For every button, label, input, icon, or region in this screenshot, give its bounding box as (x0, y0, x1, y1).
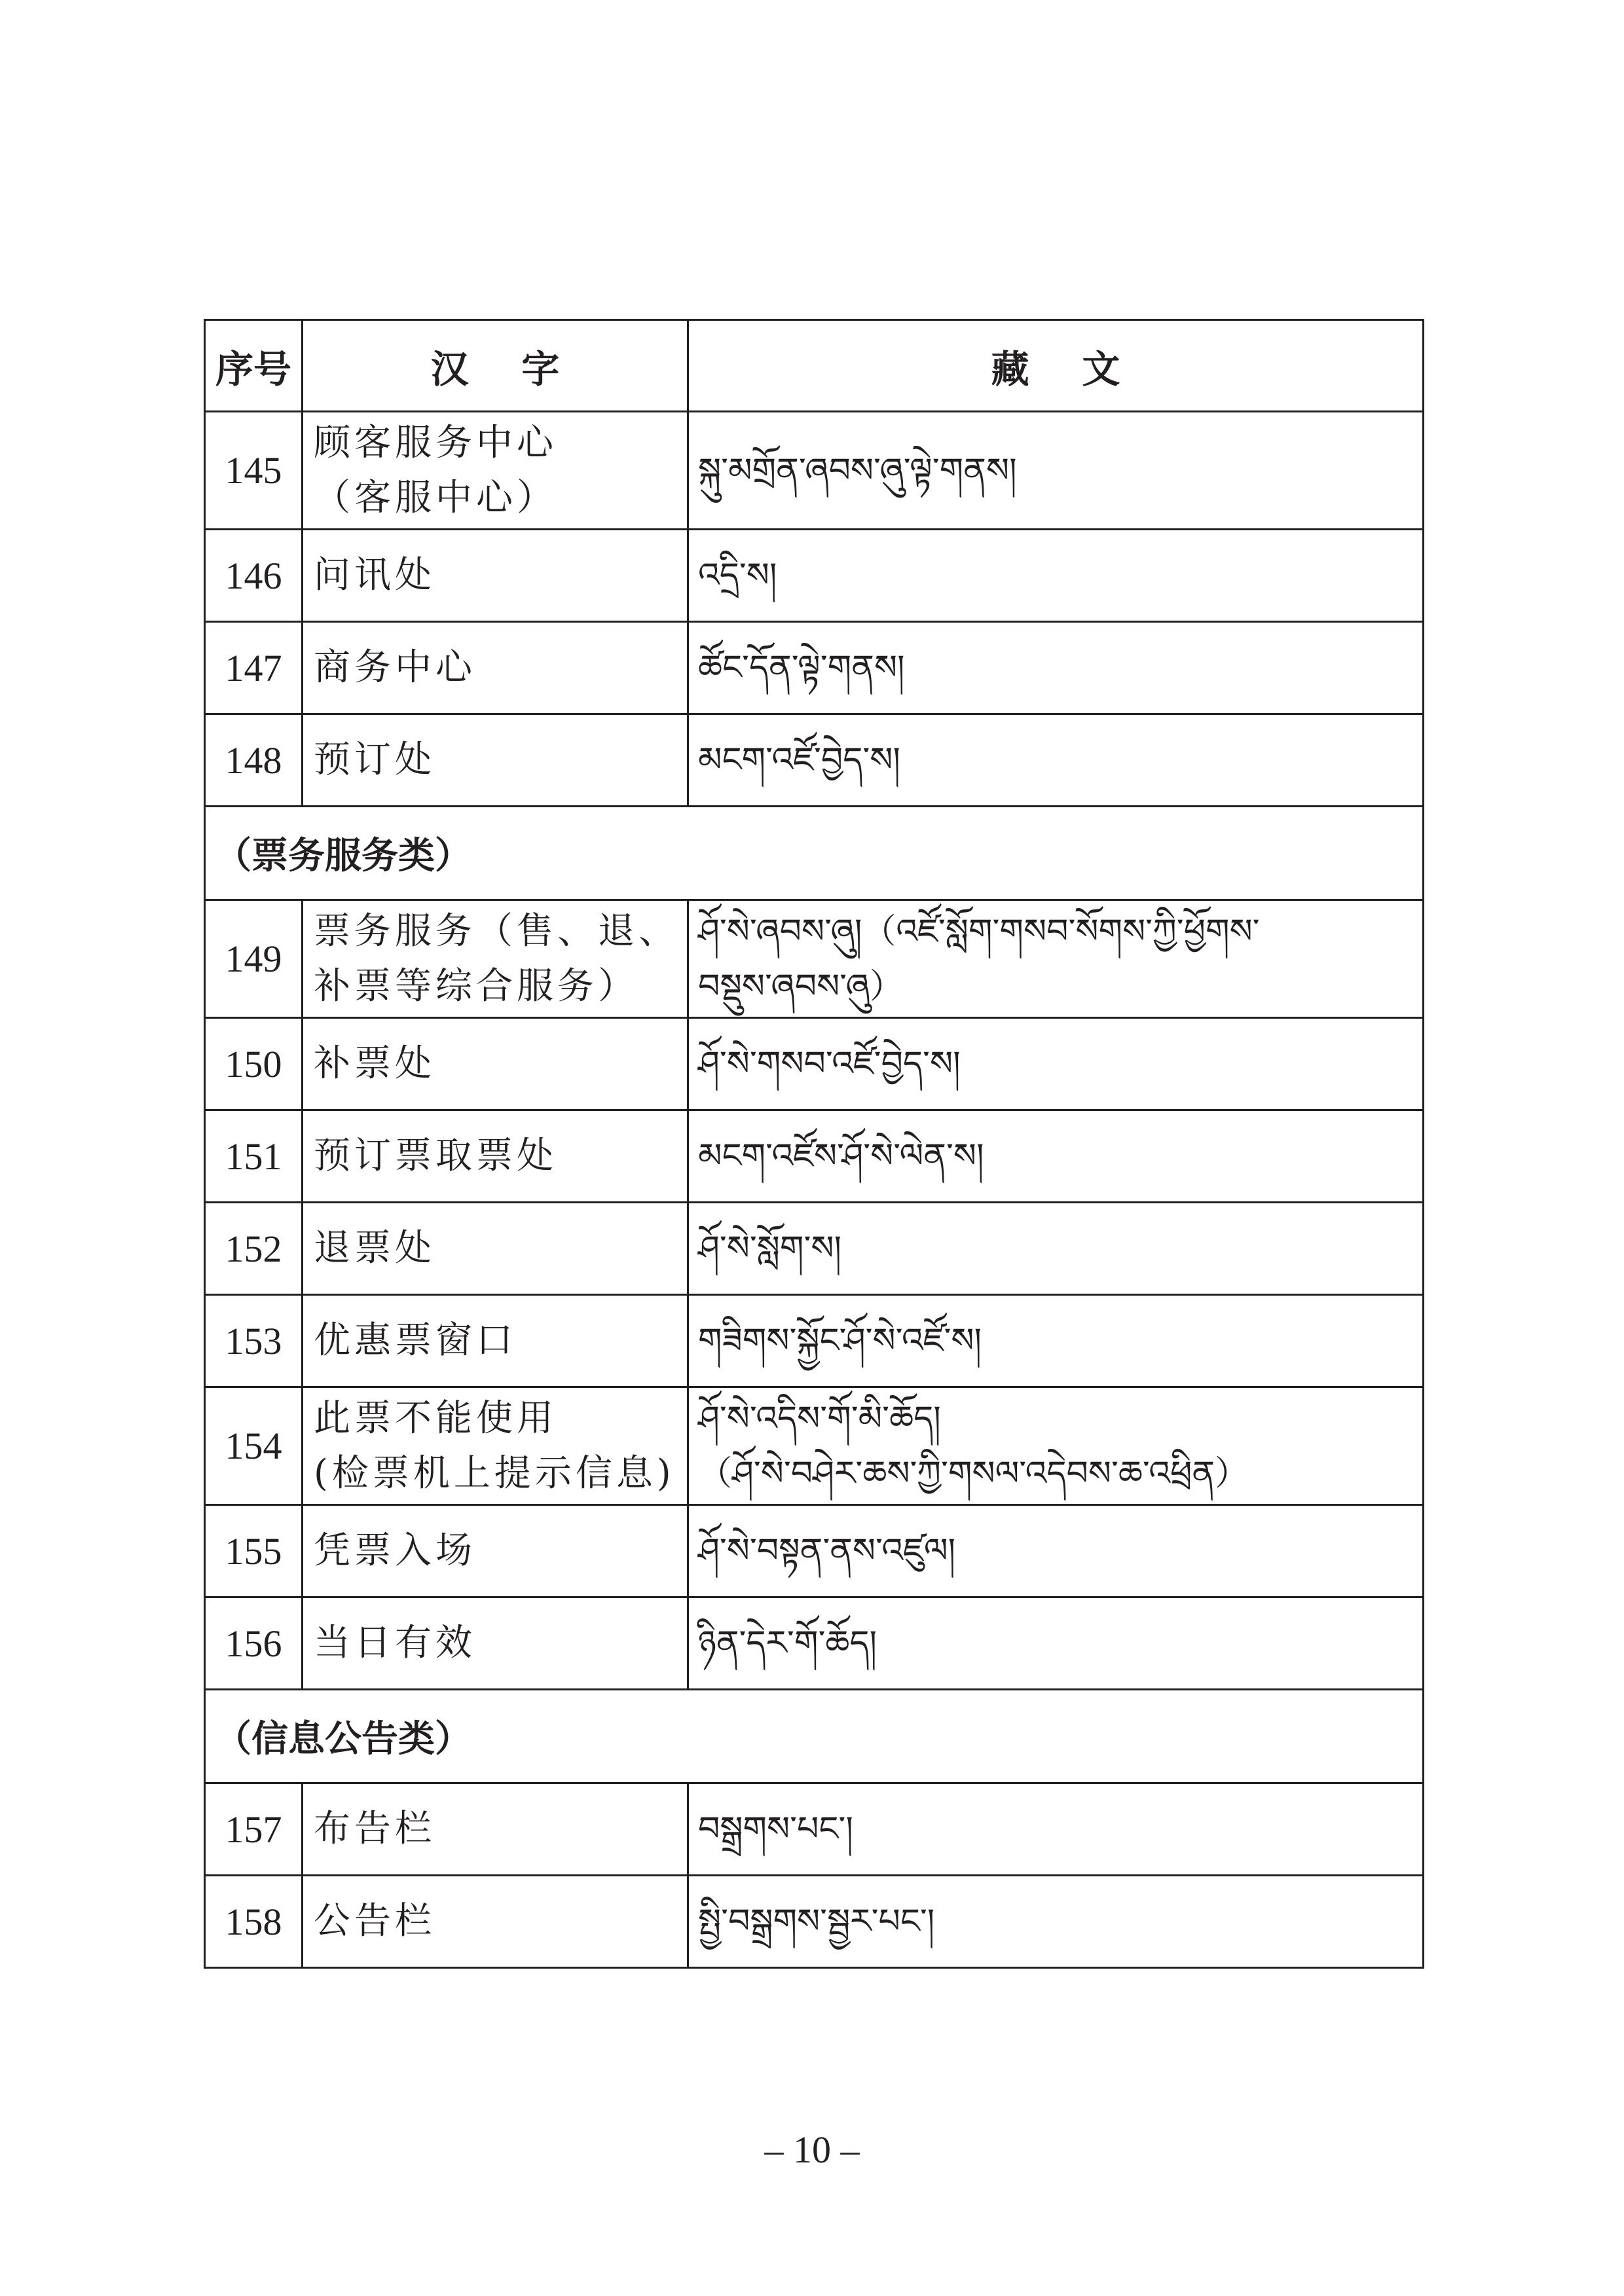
entry-chinese: 预订票取票处 (303, 1110, 688, 1203)
entry-chinese: 顾客服务中心 （客服中心） (303, 412, 688, 530)
table-row (205, 1783, 1424, 1876)
entry-tibetan: མངག་འཛོས་ཤོ་སེ་ལེན་ས། (688, 1110, 1424, 1203)
entry-chinese: 问讯处 (303, 530, 688, 622)
entry-number: 149 (205, 900, 303, 1018)
table-row (205, 1876, 1424, 1968)
entry-tibetan: སྐུ་མགྲོན་ཞབས་ཞུ་ལྟེ་གནས། (688, 412, 1424, 530)
entry-tibetan: སྤྱི་བསྒྲགས་སྦྱར་པང་། (688, 1876, 1424, 1968)
header-tibetan: 藏 文 (688, 320, 1424, 412)
table-row (205, 1295, 1424, 1387)
entry-tibetan: འདྲི་ས། (688, 530, 1424, 622)
entry-chinese: 优惠票窗口 (303, 1295, 688, 1387)
entry-tibetan: ཤོ་སེ་བསྟན་ནས་འཛུལ། (688, 1505, 1424, 1597)
entry-chinese: 补票处 (303, 1018, 688, 1110)
entry-tibetan: མངག་འཛོ་བྱེད་ས། (688, 714, 1424, 807)
entry-number: 146 (205, 530, 303, 622)
entry-number: 153 (205, 1295, 303, 1387)
table-body (205, 412, 1424, 1968)
entry-tibetan: ཉིན་དེར་གོ་ཆོད། (688, 1597, 1424, 1690)
table-row (205, 530, 1424, 622)
entry-number: 150 (205, 1018, 303, 1110)
entry-chinese: 预订处 (303, 714, 688, 807)
entry-chinese: 凭票入场 (303, 1505, 688, 1597)
table-row (205, 1203, 1424, 1295)
table-row (205, 900, 1424, 1018)
entry-tibetan: ཤོ་སེ་འདིས་གོ་མི་ཆོད། （ཤོ་སེ་བཤེར་ཆས་ཀྱི་གསལ་འདེབས་ཆ་འཕྲིན） (688, 1387, 1424, 1505)
table-row (205, 1505, 1424, 1597)
entry-number: 155 (205, 1505, 303, 1597)
entry-number: 152 (205, 1203, 303, 1295)
entry-number: 151 (205, 1110, 303, 1203)
entry-chinese: 当日有效 (303, 1597, 688, 1690)
table-row (205, 1597, 1424, 1690)
entry-chinese: 此票不能使用 (检票机上提示信息) (303, 1387, 688, 1505)
table-row (205, 1110, 1424, 1203)
entry-tibetan: ཤོ་སེ་གསབ་འཛོ་བྱེད་ས། (688, 1018, 1424, 1110)
entry-tibetan: གཟིགས་སྐྱོང་ཤོ་སེ་འཛོ་ས། (688, 1295, 1424, 1387)
glossary-table (204, 319, 1424, 1969)
section-title: （信息公告类） (205, 1690, 1424, 1783)
entry-number: 145 (205, 412, 303, 530)
entry-tibetan: ཚོང་དོན་ལྟེ་གནས། (688, 622, 1424, 714)
entry-number: 154 (205, 1387, 303, 1505)
table-row (205, 622, 1424, 714)
entry-chinese: 商务中心 (303, 622, 688, 714)
entry-tibetan: ཤོ་སེ་ཞབས་ཞུ།（འཛོ་སློག་གསབ་སོགས་ཀྱི་ཕྱོགས་ བསྡུས་ཞབས་ཞུ） (688, 900, 1424, 1018)
entry-number: 157 (205, 1783, 303, 1876)
table-row (205, 1387, 1424, 1505)
section-row (205, 807, 1424, 900)
section-title: （票务服务类） (205, 807, 1424, 900)
header-chinese: 汉 字 (303, 320, 688, 412)
page-number: – 10 – (764, 2128, 860, 2171)
header-number: 序号 (205, 320, 303, 412)
entry-chinese: 公告栏 (303, 1876, 688, 1968)
entry-tibetan: ཤོ་སེ་སློག་ས། (688, 1203, 1424, 1295)
entry-number: 148 (205, 714, 303, 807)
entry-chinese: 票务服务（售、退、 补票等综合服务） (303, 900, 688, 1018)
entry-chinese: 退票处 (303, 1203, 688, 1295)
section-row (205, 1690, 1424, 1783)
entry-number: 147 (205, 622, 303, 714)
table-row (205, 714, 1424, 807)
table-row (205, 412, 1424, 530)
table-header-row (205, 320, 1424, 412)
table-row (205, 1018, 1424, 1110)
entry-number: 158 (205, 1876, 303, 1968)
entry-tibetan: བསྒྲགས་པང་། (688, 1783, 1424, 1876)
entry-chinese: 布告栏 (303, 1783, 688, 1876)
entry-number: 156 (205, 1597, 303, 1690)
